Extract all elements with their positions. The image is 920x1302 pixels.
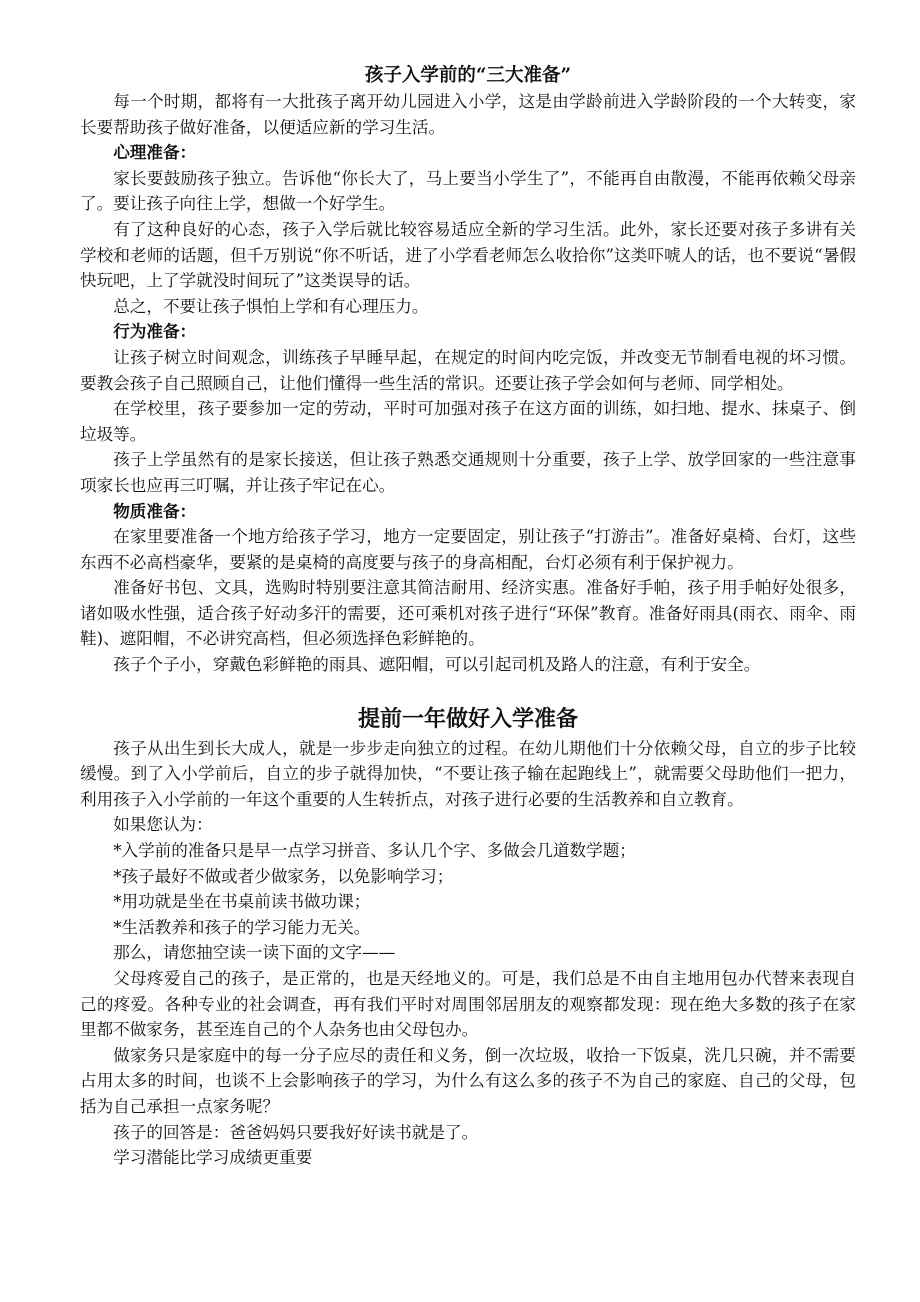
bullet-item: *生活教养和孩子的学习能力无关。 [113, 917, 371, 937]
paragraph: 准备好书包、文具，选购时特别要注意其简洁耐用、经济实惠。准备好手帕，孩子用手帕好处很多，诸如吸水性强，适合孩子好动多汗的需要，还可乘机对孩子进行“环保”教育。准备好雨具(雨衣、雨伞、雨鞋)、遮阳帽，不必讲究高档，但必须选择色彩鲜艳的。 [80, 578, 856, 649]
section-heading-psychological: 心理准备： [113, 142, 197, 163]
paragraph: 那么，请您抽空读一读下面的文字—— [113, 943, 396, 963]
paragraph: 如果您认为： [113, 815, 213, 835]
bullet-item: *用功就是坐在书桌前读书做功课； [113, 892, 371, 912]
bullet-item: *孩子最好不做或者少做家务，以免影响学习； [113, 866, 454, 886]
paragraph: 在学校里，孩子要参加一定的劳动，平时可加强对孩子在这方面的训练，如扫地、提水、抹桌子、倒垃圾等。 [80, 399, 856, 444]
paragraph: 家长要鼓励孩子独立。告诉他“你长大了，马上要当小学生了”，不能再自由散漫，不能再依赖父母亲了。要让孩子向往上学，想做一个好学生。 [80, 168, 856, 214]
section-heading-material: 物质准备： [113, 500, 197, 521]
article-title-1: 孩子入学前的“三大准备” [364, 65, 572, 86]
article1-intro: 每一个时期，都将有一大批孩子离开幼儿园进入小学，这是由学龄前进入学龄阶段的一个大转变，家长要帮助孩子做好准备，以便适应新的学习生活。 [80, 92, 856, 137]
paragraph: 有了这种良好的心态，孩子入学后就比较容易适应全新的学习生活。此外，家长还要对孩子多讲有关学校和老师的话题，但千万别说“你不听话，进了小学看老师怎么收拾你”这类吓唬人的话，也不要说“暑假快玩吧，上了学就没时间玩了”这类误导的话。 [80, 219, 856, 291]
paragraph: 孩子个子小，穿戴色彩鲜艳的雨具、遮阳帽，可以引起司机及路人的注意，有利于安全。 [113, 655, 761, 675]
section-heading-behavior: 行为准备： [113, 321, 197, 342]
paragraph: 做家务只是家庭中的每一分子应尽的责任和义务，倒一次垃圾，收拾一下饭桌，洗几只碗，并不需要占用太多的时间，也谈不上会影响孩子的学习，为什么有这么多的孩子不为自己的家庭、自己的父母，包括为自己承担一点家务呢？ [80, 1045, 856, 1116]
paragraph: 让孩子树立时间观念，训练孩子早睡早起，在规定的时间内吃完饭，并改变无节制看电视的坏习惯。要教会孩子自己照顾自己，让他们懂得一些生活的常识。还要让孩子学会如何与老师、同学相处。 [80, 347, 856, 393]
paragraph: 在家里要准备一个地方给孩子学习，地方一定要固定，别让孩子“打游击”。准备好桌椅、台灯，这些东西不必高档豪华，要紧的是桌椅的高度要与孩子的身高相配，台灯必须有利于保护视力。 [80, 527, 856, 572]
article-title-2: 提前一年做好入学准备 [357, 705, 578, 732]
paragraph: 总之，不要让孩子惧怕上学和有心理压力。 [113, 296, 429, 316]
paragraph: 父母疼爱自己的孩子，是正常的，也是天经地义的。可是，我们总是不由自主地用包办代替来表现自己的疼爱。各种专业的社会调查，再有我们平时对周围邻居朋友的观察都发现：现在绝大多数的孩子在家里都不做家务，甚至连自己的个人杂务也由父母包办。 [80, 969, 856, 1040]
paragraph: 孩子从出生到长大成人，就是一步步走向独立的过程。在幼儿期他们十分依赖父母，自立的步子比较缓慢。到了入小学前后，自立的步子就得加快，“不要让孩子输在起跑线上”，就需要父母助他们一把力，利用孩子入小学前的一年这个重要的人生转折点，对孩子进行必要的生活教养和自立教育。 [80, 738, 856, 809]
bullet-item: *入学前的准备只是早一点学习拼音、多认几个字、多做会几道数学题； [113, 841, 636, 861]
paragraph: 学习潜能比学习成绩更重要 [113, 1148, 313, 1168]
paragraph: 孩子的回答是：爸爸妈妈只要我好好读书就是了。 [113, 1122, 479, 1142]
document-page [80, 62, 856, 1171]
paragraph: 孩子上学虽然有的是家长接送，但让孩子熟悉交通规则十分重要，孩子上学、放学回家的一些注意事项家长也应再三叮嘱，并让孩子牢记在心。 [80, 450, 856, 495]
